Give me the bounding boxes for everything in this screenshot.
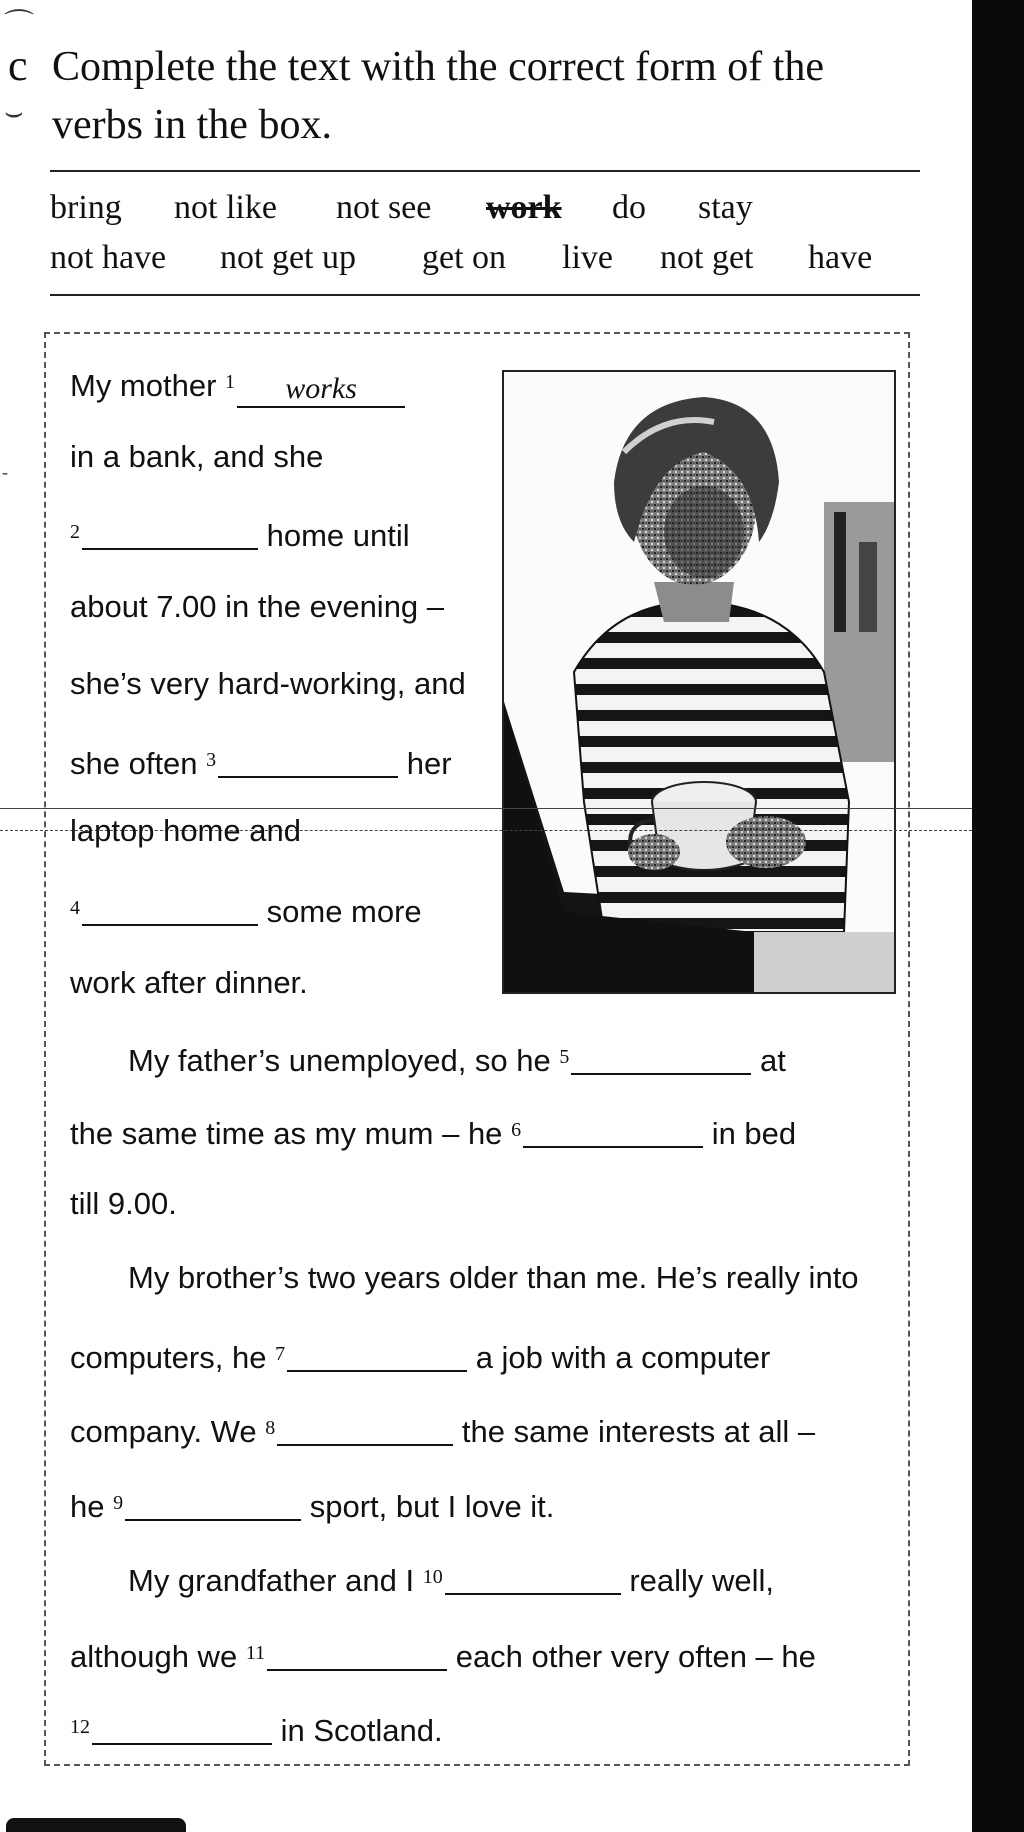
gap-number: 1 xyxy=(225,371,236,393)
gap-number: 3 xyxy=(206,749,217,771)
word-item: not like xyxy=(174,189,277,226)
word-item: have xyxy=(808,239,873,276)
word-item: do xyxy=(612,189,646,226)
instruction xyxy=(52,38,912,154)
text: company. We xyxy=(70,1414,257,1449)
passage-p4-line-2 xyxy=(70,1633,816,1677)
section-letter: c xyxy=(8,41,28,90)
margin-mark-bracket: ⌣ xyxy=(4,96,24,129)
text: computers, he xyxy=(70,1340,267,1375)
gap-number: 2 xyxy=(70,521,80,543)
passage-p2-line-1 xyxy=(128,1037,786,1081)
text: her xyxy=(406,746,452,781)
passage-p3-line-2 xyxy=(70,1334,770,1378)
passage-line-2: in a bank, and she xyxy=(70,439,324,474)
word-item: not have xyxy=(50,239,167,276)
gap-12-blank[interactable] xyxy=(92,1715,272,1745)
passage-line-8 xyxy=(70,888,422,932)
gap-number: 5 xyxy=(559,1046,570,1068)
word-item: not get up xyxy=(220,239,356,276)
passage-p3-line-1: My brother’s two years older than me. He’s really into xyxy=(128,1260,859,1295)
gap-number: 9 xyxy=(113,1492,124,1514)
gap-4-blank[interactable] xyxy=(82,896,258,926)
passage-line-4: about 7.00 in the evening – xyxy=(70,589,445,624)
word-item: bring xyxy=(50,189,122,226)
gap-number: 8 xyxy=(265,1417,276,1439)
gap-11-blank[interactable] xyxy=(267,1641,447,1671)
passage-p3-line-3 xyxy=(70,1408,815,1452)
passage-line-5: she’s very hard-working, and xyxy=(70,666,466,701)
text: in Scotland. xyxy=(280,1713,443,1748)
passage-p4-line-1 xyxy=(128,1557,774,1601)
passage-line-6 xyxy=(70,740,452,784)
gap-1-example-answer: works xyxy=(237,372,405,408)
gap-6-blank[interactable] xyxy=(523,1118,703,1148)
gap-7-blank[interactable] xyxy=(287,1342,467,1372)
instruction-line-2: verbs in the box. xyxy=(52,102,332,148)
gap-8-blank[interactable] xyxy=(277,1416,453,1446)
text: she often xyxy=(70,746,198,781)
page-edge-strip xyxy=(972,0,1024,1832)
word-item-struck: work xyxy=(486,189,562,226)
gap-number: 11 xyxy=(245,1642,266,1664)
passage-p3-line-4 xyxy=(70,1483,554,1527)
photo-woman-with-mug xyxy=(502,370,896,994)
gap-number: 12 xyxy=(70,1716,90,1738)
instruction-line-1: Complete the text with the correct form of the xyxy=(52,44,825,90)
gap-number: 10 xyxy=(422,1566,443,1588)
gap-number: 7 xyxy=(275,1343,286,1365)
word-item: live xyxy=(562,239,613,276)
text: although we xyxy=(70,1639,238,1674)
text: at xyxy=(760,1043,786,1078)
text: sport, but I love it. xyxy=(309,1489,555,1524)
text: each other very often – he xyxy=(455,1639,816,1674)
passage-p4-line-3 xyxy=(70,1707,443,1751)
text: My mother xyxy=(70,368,217,403)
text: My grandfather and I xyxy=(128,1563,415,1598)
margin-mark-dash: - xyxy=(2,462,8,482)
photo-illustration xyxy=(504,372,894,992)
text: in bed xyxy=(711,1116,797,1151)
text: some more xyxy=(266,894,422,929)
text: the same time as my mum – he xyxy=(70,1116,503,1151)
gap-3-blank[interactable] xyxy=(218,748,398,778)
text: a job with a computer xyxy=(475,1340,771,1375)
next-section-tab xyxy=(6,1818,186,1832)
word-item: not get xyxy=(660,239,754,276)
gap-10-blank[interactable] xyxy=(445,1565,621,1595)
passage-line-3 xyxy=(70,512,410,556)
gap-2-blank[interactable] xyxy=(82,520,258,550)
passage-p2-line-2 xyxy=(70,1110,796,1154)
text: the same interests at all – xyxy=(461,1414,816,1449)
word-item: get on xyxy=(422,239,507,276)
text: home until xyxy=(266,518,410,553)
gap-number: 6 xyxy=(511,1119,522,1141)
gap-number: 4 xyxy=(70,897,80,919)
passage-p2-line-3: till 9.00. xyxy=(70,1186,177,1221)
text: really well, xyxy=(629,1563,775,1598)
gap-9-blank[interactable] xyxy=(125,1491,301,1521)
passage-line-7: laptop home and xyxy=(70,813,301,848)
word-box-top-rule xyxy=(50,170,920,172)
word-item: not see xyxy=(336,189,432,226)
word-box-bottom-rule xyxy=(50,294,920,296)
margin-mark-top: ⌒ xyxy=(4,9,34,42)
gap-5-blank[interactable] xyxy=(571,1045,751,1075)
scan-fold-line xyxy=(0,808,972,809)
text: My father’s unemployed, so he xyxy=(128,1043,551,1078)
passage-line-9: work after dinner. xyxy=(70,965,308,1000)
passage-line-1 xyxy=(70,362,405,408)
word-item: stay xyxy=(698,189,753,226)
text: he xyxy=(70,1489,105,1524)
